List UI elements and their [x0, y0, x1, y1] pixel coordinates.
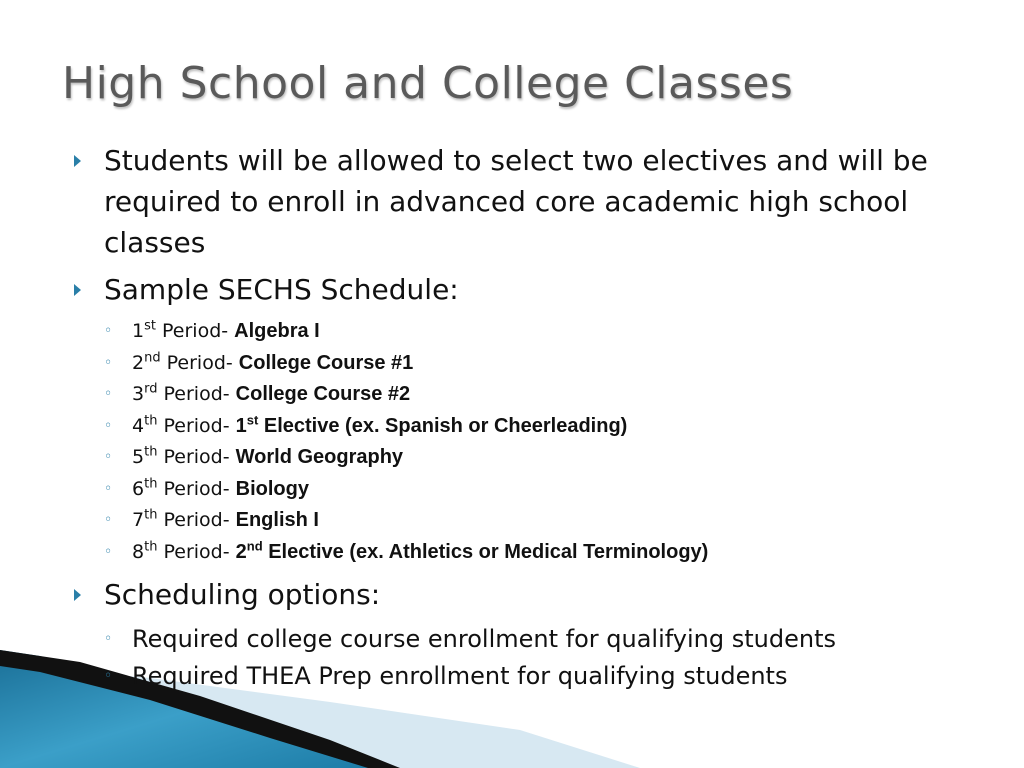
schedule-list	[104, 316, 974, 568]
period-ordinal: nd	[144, 350, 161, 366]
circle-bullet-icon: ◦	[104, 354, 113, 371]
bullet-electives-text: Students will be allowed to select two electives and will be required to enroll in advanced core academic high school classes	[104, 144, 928, 259]
slide-title: High School and College Classes	[62, 58, 794, 109]
circle-bullet-icon: ◦	[104, 631, 113, 647]
circle-bullet-icon: ◦	[104, 668, 113, 684]
schedule-item	[104, 442, 974, 474]
schedule-item	[104, 411, 974, 443]
course-name	[235, 411, 628, 437]
course-name	[235, 537, 709, 563]
option-text: Required THEA Prep enrollment for qualifying students	[132, 662, 788, 690]
bullet-scheduling-options-text: Scheduling options:	[104, 578, 381, 611]
bullet-scheduling-options	[74, 574, 974, 615]
course-ordinal: nd	[246, 537, 263, 553]
schedule-item	[104, 379, 974, 411]
period-ordinal: th	[144, 539, 158, 555]
circle-bullet-icon: ◦	[104, 449, 113, 465]
course-prefix: 1	[235, 414, 247, 437]
triangle-bullet-icon	[74, 269, 88, 310]
bullet-sample-schedule-text: Sample SECHS Schedule:	[104, 273, 459, 306]
period-ordinal: th	[144, 476, 158, 492]
period-label: Period-	[160, 351, 239, 374]
period-ordinal: rd	[144, 381, 158, 397]
course-name: College Course #2	[235, 383, 411, 405]
period-label: Period-	[157, 509, 236, 531]
period-ordinal: st	[144, 318, 156, 334]
period-ordinal: th	[144, 507, 158, 523]
bullet-sample-schedule	[74, 269, 974, 310]
course-text: Elective (ex. Spanish or Cheerleading)	[258, 414, 628, 437]
option-item	[104, 658, 974, 695]
period-label: Period-	[157, 414, 236, 437]
course-text: Elective (ex. Athletics or Medical Terminology)	[262, 540, 709, 563]
triangle-bullet-icon	[74, 574, 88, 615]
course-ordinal: st	[246, 411, 259, 427]
period-number: 5	[132, 446, 145, 468]
period-number: 1	[132, 320, 145, 342]
schedule-item	[104, 316, 974, 348]
bullet-electives	[74, 140, 974, 263]
period-ordinal: th	[144, 413, 158, 429]
course-name: Algebra I	[234, 320, 320, 342]
period-number: 7	[132, 509, 145, 531]
course-prefix: 2	[235, 540, 247, 563]
triangle-bullet-icon	[74, 140, 88, 181]
schedule-item	[104, 348, 974, 380]
circle-bullet-icon: ◦	[104, 512, 113, 528]
period-number: 3	[132, 383, 145, 405]
option-item	[104, 621, 974, 658]
circle-bullet-icon: ◦	[104, 543, 113, 560]
course-name: English I	[235, 509, 319, 531]
circle-bullet-icon: ◦	[104, 323, 113, 339]
period-label: Period-	[157, 446, 236, 468]
period-ordinal: th	[144, 444, 158, 460]
options-list	[104, 621, 974, 695]
circle-bullet-icon: ◦	[104, 417, 113, 434]
course-name: College Course #1	[238, 351, 414, 374]
period-number: 6	[132, 477, 145, 500]
schedule-item	[104, 474, 974, 506]
period-number: 4	[132, 414, 145, 437]
period-label: Period-	[157, 383, 236, 405]
schedule-item	[104, 537, 974, 569]
slide-content	[74, 140, 974, 695]
circle-bullet-icon: ◦	[104, 480, 113, 497]
period-number: 8	[132, 540, 145, 563]
option-text: Required college course enrollment for qualifying students	[132, 625, 836, 653]
period-label: Period-	[157, 540, 236, 563]
period-number: 2	[132, 351, 145, 374]
course-name: World Geography	[235, 446, 404, 468]
schedule-item	[104, 505, 974, 537]
period-label: Period-	[155, 320, 235, 342]
circle-bullet-icon: ◦	[104, 386, 113, 402]
course-name: Biology	[235, 477, 309, 500]
period-label: Period-	[157, 477, 236, 500]
